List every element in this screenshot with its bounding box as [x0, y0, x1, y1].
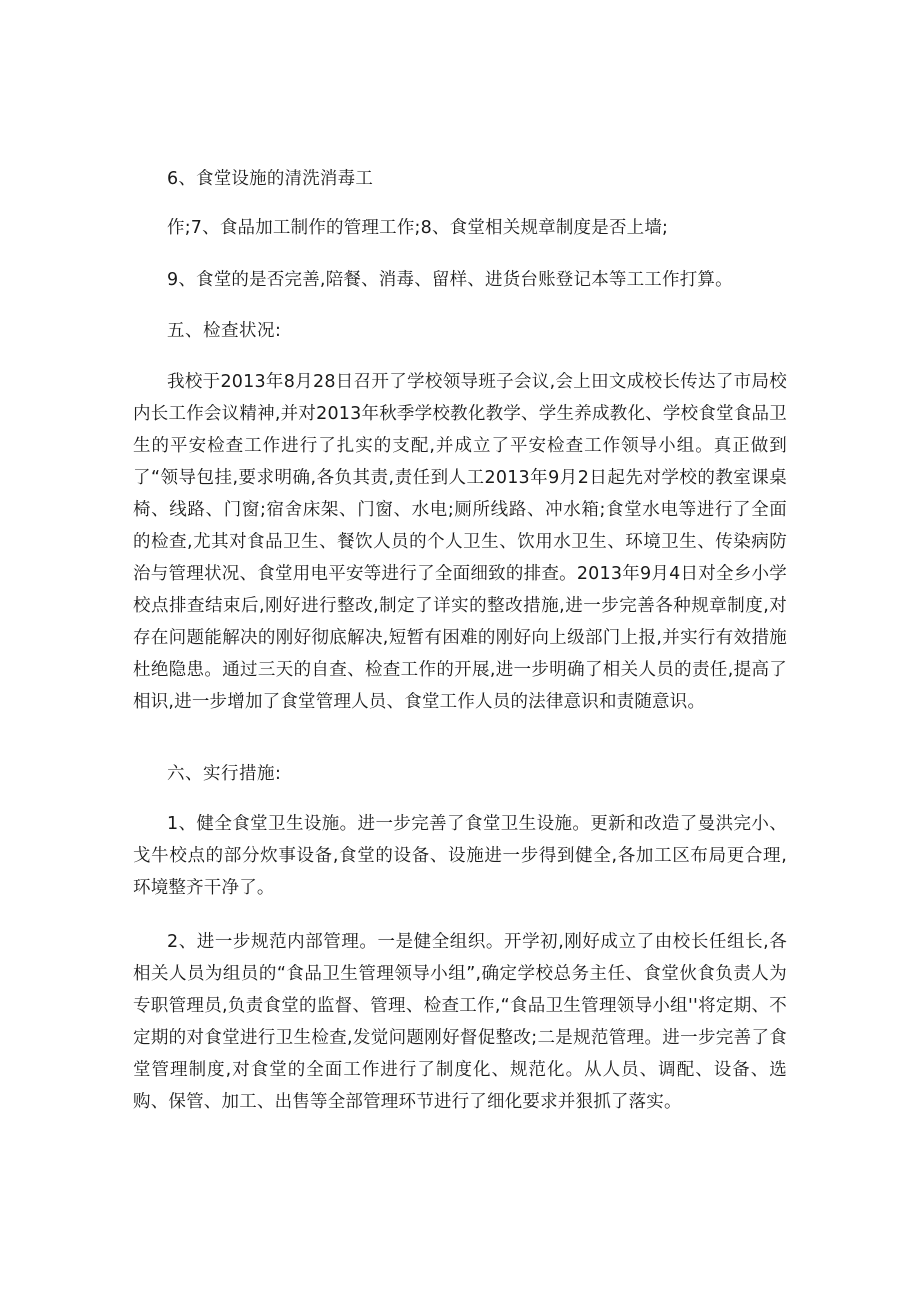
list-item-7-8: 作;7、食品加工制作的管理工作;8、食堂相关规章制度是否上墙; [167, 218, 669, 238]
list-item-6: 6、食堂设施的清洗消毒工 [167, 169, 374, 189]
section-5-heading: 五、检查状况: [167, 321, 282, 341]
section-5-paragraph: 我校于2013年8月28日召开了学校领导班子会议,会上田文成校长传达了市局校内长工作会议精神,并对2013年秋季学校教化教学、学生养成教化、学校食堂食品卫生的平安检查工作进行了扎实的支配,并成立了平安检查工作领导小组。真正做到了“领导包挂,要求明确,各负其责,责任到人工2013年9月2日起先对学校的教室课桌椅、线路、门窗;宿舍床架、门窗、水电;厕所线路、冲水箱;食堂水电等进行了全面的检查,尤其对食品卫生、餐饮人员的个人卫生、饮用水卫生、环境卫生、传染病防治与管理状况、食堂用电平安等进行了全面细致的排查。2013年9月4日对全乡小学校点排查结束后,刚好进行整改,制定了详实的整改措施,进一步完善各种规章制度,对存在问题能解决的刚好彻底解决,短暂有困难的刚好向上级部门上报,并实行有效措施杜绝隐患。通过三天的自查、检查工作的开展,进一步明确了相关人员的责任,提高了相识,进一步增加了食堂管理人员、食堂工作人员的法律意识和责随意识。 [133, 372, 787, 712]
list-item-9: 9、食堂的是否完善,陪餐、消毒、留样、进货台账登记本等工工作打算。 [167, 270, 733, 290]
measure-2-paragraph: 2、进一步规范内部管理。一是健全组织。开学初,刚好成立了由校长任组长,各相关人员为组员的“食品卫生管理领导小组”,确定学校总务主任、食堂伙食负责人为专职管理员,负责食堂的监督、管理、检查工作,“食品卫生管理领导小组''将定期、不定期的对食堂进行卫生检查,发觉问题刚好督促整改;二是规范管理。进一步完善了食堂管理制度,对食堂的全面工作进行了制度化、规范化。从人员、调配、设备、选购、保管、加工、出售等全部管理环节进行了细化要求并狠抓了落实。 [133, 932, 787, 1112]
measure-1-paragraph: 1、健全食堂卫生设施。进一步完善了食堂卫生设施。更新和改造了曼洪完小、戈牛校点的部分炊事设备,食堂的设备、设施进一步得到健全,各加工区布局更合理,环境整齐干净了。 [133, 814, 787, 898]
section-6-heading: 六、实行措施: [167, 764, 282, 784]
